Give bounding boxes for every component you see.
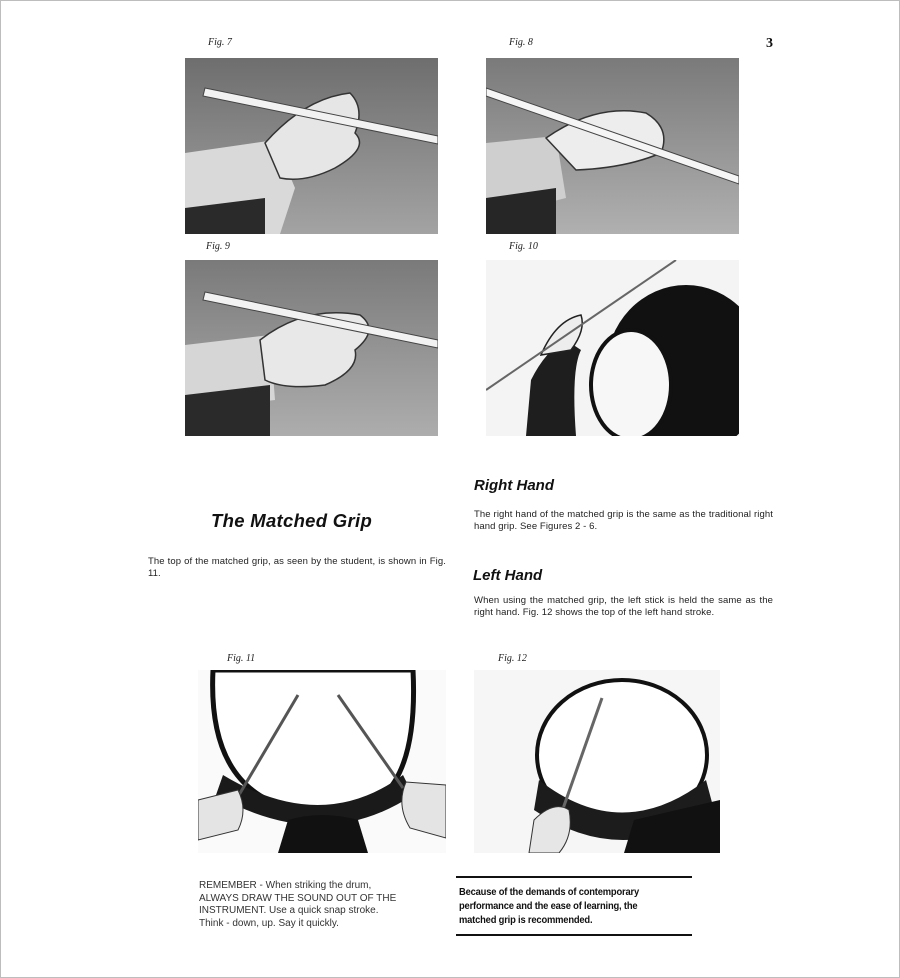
fig-7-label: Fig. 7 xyxy=(208,37,232,48)
recommendation-line-1: Because of the demands of contemporary xyxy=(459,887,639,898)
fig-8-label: Fig. 8 xyxy=(509,37,533,48)
fig-8-photo xyxy=(486,58,739,234)
fig-12-photo xyxy=(474,670,720,853)
right-hand-title: Right Hand xyxy=(474,477,554,494)
fig-11-photo xyxy=(198,670,446,853)
left-hand-title: Left Hand xyxy=(473,567,543,584)
fig-10-label: Fig. 10 xyxy=(509,241,538,252)
recommendation-text xyxy=(459,886,689,928)
left-hand-text: When using the matched grip, the left stick is held the same as the right hand. Fig. 12 shows the top of the left hand stroke. xyxy=(474,595,773,618)
remember-line-4: Think - down, up. Say it quickly. xyxy=(199,917,339,929)
fig-12-label: Fig. 12 xyxy=(498,653,527,664)
recommendation-line-2: performance and the ease of learning, the xyxy=(459,901,638,912)
remember-line-2: ALWAYS DRAW THE SOUND OUT OF THE xyxy=(199,892,397,904)
fig-9-photo xyxy=(185,260,438,436)
fig-11-label: Fig. 11 xyxy=(227,653,256,664)
fig-7-photo xyxy=(185,58,438,234)
remember-line-3: INSTRUMENT. Use a quick snap stroke. xyxy=(199,905,379,916)
fig-10-photo xyxy=(486,260,739,436)
recommendation-box xyxy=(456,876,692,936)
matched-grip-title: The Matched Grip xyxy=(211,510,373,531)
recommendation-line-3: matched grip is recommended. xyxy=(459,915,593,926)
fig-9-label: Fig. 9 xyxy=(206,241,230,252)
remember-line-1: REMEMBER - When striking the drum, xyxy=(199,880,372,891)
page-number: 3 xyxy=(766,36,773,51)
remember-note xyxy=(199,880,435,930)
right-hand-text: The right hand of the matched grip is the same as the traditional right hand grip. See Figures 2 - 6. xyxy=(474,509,773,532)
matched-grip-intro: The top of the matched grip, as seen by the student, is shown in Fig. 11. xyxy=(148,556,446,579)
